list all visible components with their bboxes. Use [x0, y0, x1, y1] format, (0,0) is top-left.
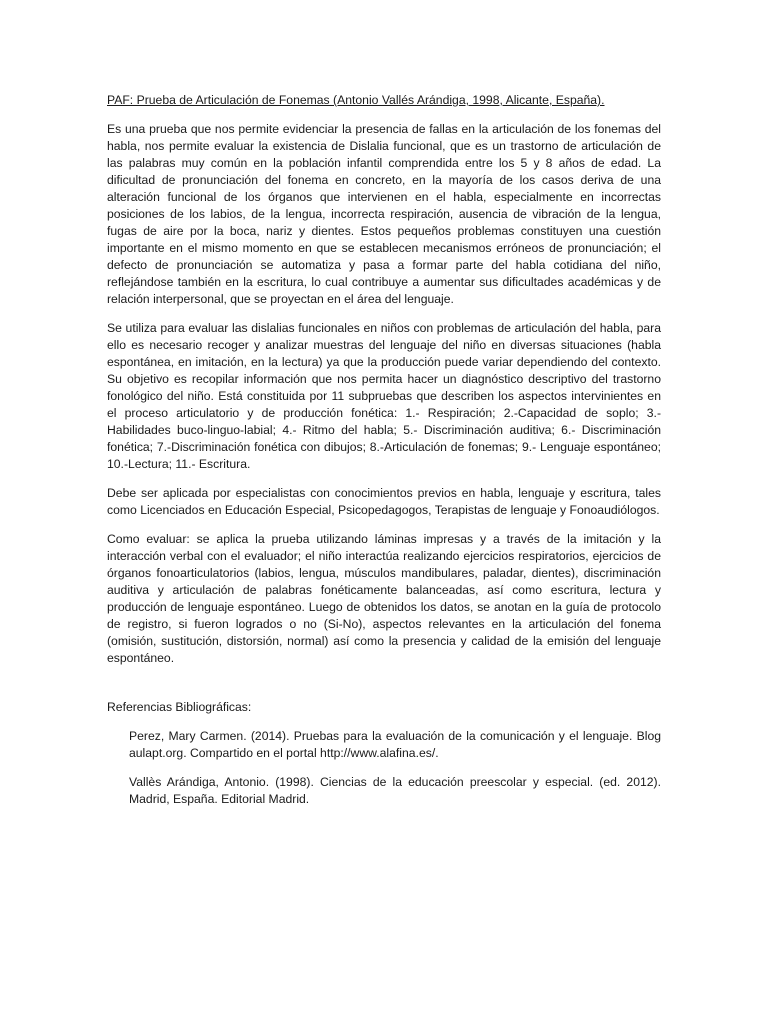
- document-page: [107, 92, 661, 820]
- document-title: PAF: Prueba de Articulación de Fonemas (Antonio Vallés Arándiga, 1998, Alicante, España).: [107, 93, 605, 107]
- reference-item: Vallès Arándiga, Antonio. (1998). Ciencias de la educación preescolar y especial. (ed. 2012). Madrid, España. Editorial Madrid.: [129, 775, 661, 806]
- paragraph-usage: Se utiliza para evaluar las dislalias funcionales en niños con problemas de articulación del habla, para ello es necesario recoger y analizar muestras del lenguaje del niño en diversas situaciones (habla espontánea, en imitación, en la lectura) ya que la producción puede variar dependiendo del contexto. Su objetivo es recopilar información que nos permita hacer un diagnóstico descriptivo del trastorno fonológico del niño. Está constituida por 11 subpruebas que describen los aspectos intervinientes en el proceso articulatorio y de producción fonética: 1.- Respiración; 2.-Capacidad de soplo; 3.- Habilidades buco-linguo-labial; 4.- Ritmo del habla; 5.- Discriminación auditiva; 6.- Discriminación fonética; 7.-Discriminación fonética con dibujos; 8.-Articulación de fonemas; 9.- Lenguaje espontáneo; 10.-Lectura; 11.- Escritura.: [107, 321, 661, 471]
- reference-item: Perez, Mary Carmen. (2014). Pruebas para la evaluación de la comunicación y el lenguaje. Blog aulapt.org. Compartido en el portal http://www.alafina.es/.: [129, 729, 661, 760]
- references-heading: Referencias Bibliográficas:: [107, 700, 252, 714]
- paragraph-how-to-evaluate: Como evaluar: se aplica la prueba utilizando láminas impresas y a través de la imitación y la interacción verbal con el evaluador; el niño interactúa realizando ejercicios respiratorios, ejercicios de órganos fonoarticulatorios (labios, lengua, músculos mandibulares, paladar, dientes), discriminación auditiva y articulación de palabras fonéticamente balanceadas, así como escritura, lectura y producción de lenguaje espontáneo. Luego de obtenidos los datos, se anotan en la guía de protocolo de registro, si fueron logrados o no (Si-No), aspectos relevantes en la articulación del fonema (omisión, sustitución, distorsión, normal) así como la presencia y calidad de la emisión del lenguaje espontáneo.: [107, 532, 661, 665]
- paragraph-specialists: Debe ser aplicada por especialistas con conocimientos previos en habla, lenguaje y escritura, tales como Licenciados en Educación Especial, Psicopedagogos, Terapistas de lenguaje y Fonoaudiólogos.: [107, 486, 661, 517]
- paragraph-intro: Es una prueba que nos permite evidenciar la presencia de fallas en la articulación de los fonemas del habla, nos permite evaluar la existencia de Dislalia funcional, que es un trastorno de articulación de las palabras muy común en la población infantil comprendida entre los 5 y 8 años de edad. La dificultad de pronunciación del fonema en concreto, en la mayoría de los casos deriva de una alteración funcional de los órganos que intervienen en el habla, especialmente en incorrectas posiciones de los labios, de la lengua, incorrecta respiración, ausencia de vibración de la lengua, fugas de aire por la boca, nariz y dientes. Estos pequeños problemas constituyen una cuestión importante en el mismo momento en que se establecen mecanismos erróneos de pronunciación; el defecto de pronunciación se automatiza y pasa a formar parte del habla cotidiana del niño, reflejándose también en la escritura, lo cual contribuye a aumentar sus dificultades académicas y de relación interpersonal, que se proyectan en el área del lenguaje.: [107, 122, 661, 306]
